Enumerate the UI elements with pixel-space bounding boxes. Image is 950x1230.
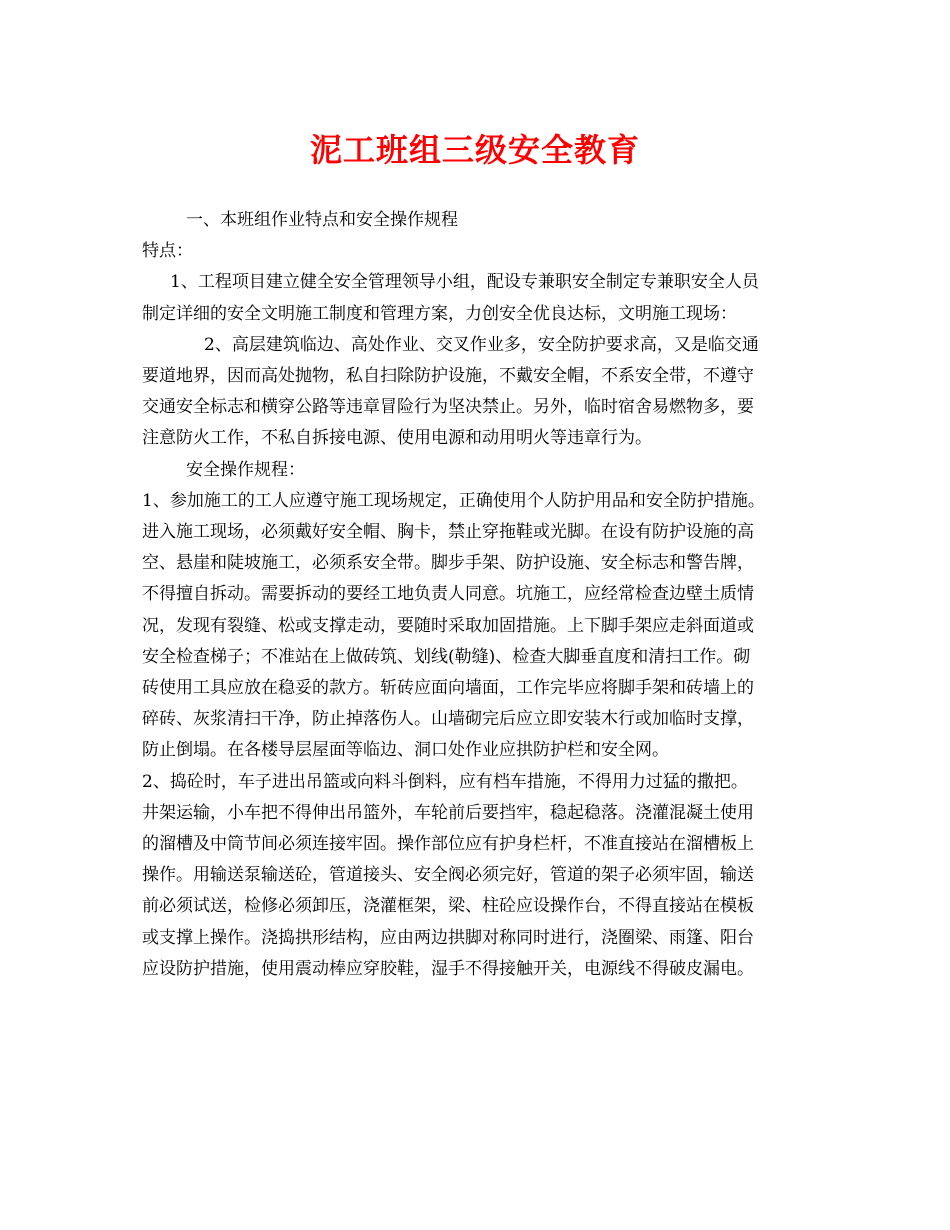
text-line: 进入施工现场，必须戴好安全帽、胸卡，禁止穿拖鞋或光脚。在设有防护设施的高 [142,522,754,543]
text-line: 安全操作规程： [186,459,305,480]
text-line: 碎砖、灰浆清扫干净，防止掉落伤人。山墙砌完后应立即安装木行或加临时支撑， [142,709,754,730]
text-line: 1、参加施工的工人应遵守施工现场规定，正确使用个人防护用品和安全防护措施。 [142,490,765,511]
paragraph [142,330,812,361]
paragraph [142,767,812,985]
text-line: 2、捣砼时，车子进出吊篮或向料斗倒料，应有档车措施，不得用力过猛的撒把。 [142,771,748,792]
paragraph [142,486,812,767]
text-line: 前必须试送，检修必须卸压，浇灌框架，梁、柱砼应设操作台，不得直接站在模板 [142,896,754,917]
text-line: 制定详细的安全文明施工制度和管理方案，力创安全优良达标，文明施工现场： [142,303,737,324]
text-line: 的溜槽及中筒节间必须连接牢固。操作部位应有护身栏杆，不准直接站在溜槽板上 [142,834,754,855]
text-line: 特点： [142,241,193,262]
text-line: 交通安全标志和横穿公路等违章冒险行为坚决禁止。另外，临时宿舍易燃物多，要 [142,397,754,418]
paragraph [142,361,812,455]
paragraph [142,267,812,298]
text-line: 况，发现有裂缝、松或支撑走动，要随时采取加固措施。上下脚手架应走斜面道或 [142,615,754,636]
text-line: 注意防火工作，不私自拆接电源、使用电源和动用明火等违章行为。 [142,428,652,449]
paragraph [142,236,812,267]
text-line: 应设防护措施，使用震动棒应穿胶鞋，湿手不得接触开关，电源线不得破皮漏电。 [142,958,754,979]
text-line: 不得擅自拆动。需要拆动的要经工地负责人同意。坑施工，应经常检查边壁土质情 [142,584,754,605]
text-line: 空、悬崖和陡坡施工，必须系安全带。脚步手架、防护设施、安全标志和警告牌， [142,553,754,574]
text-line: 1、工程项目建立健全安全管理领导小组，配设专兼职安全制定专兼职安全人员 [170,272,759,293]
text-line: 井架运输，小车把不得伸出吊篮外，车轮前后要挡牢，稳起稳落。浇灌混凝土使用 [142,802,754,823]
paragraph [142,455,812,486]
text-line: 或支撑上操作。浇捣拱形结构，应由两边拱脚对称同时进行，浇圈梁、雨篷、阳台 [142,927,754,948]
paragraph [142,299,812,330]
text-line: 一、本班组作业特点和安全操作规程 [186,210,458,230]
text-line: 砖使用工具应放在稳妥的款方。斩砖应面向墙面，工作完毕应将脚手架和砖墙上的 [142,678,754,699]
text-line: 安全检查梯子；不准站在上做砖筑、划线(勒缝)、检查大脚垂直度和清扫工作。砌 [142,646,751,667]
document-title: 泥工班组三级安全教育 [309,131,640,169]
text-line: 防止倒塌。在各楼导层屋面等临边、洞口处作业应拱防护栏和安全网。 [142,740,669,761]
text-line: 操作。用输送泵输送砼，管道接头、安全阀必须完好，管道的架子必须牢固，输送 [142,865,754,886]
text-line: 要道地界，因而高处抛物，私自扫除防护设施，不戴安全帽，不系安全带，不遵守 [142,366,754,387]
text-line: 2、高层建筑临边、高处作业、交叉作业多，安全防护要求高，又是临交通 [204,334,759,355]
document-body [142,205,812,985]
paragraph [142,205,812,236]
